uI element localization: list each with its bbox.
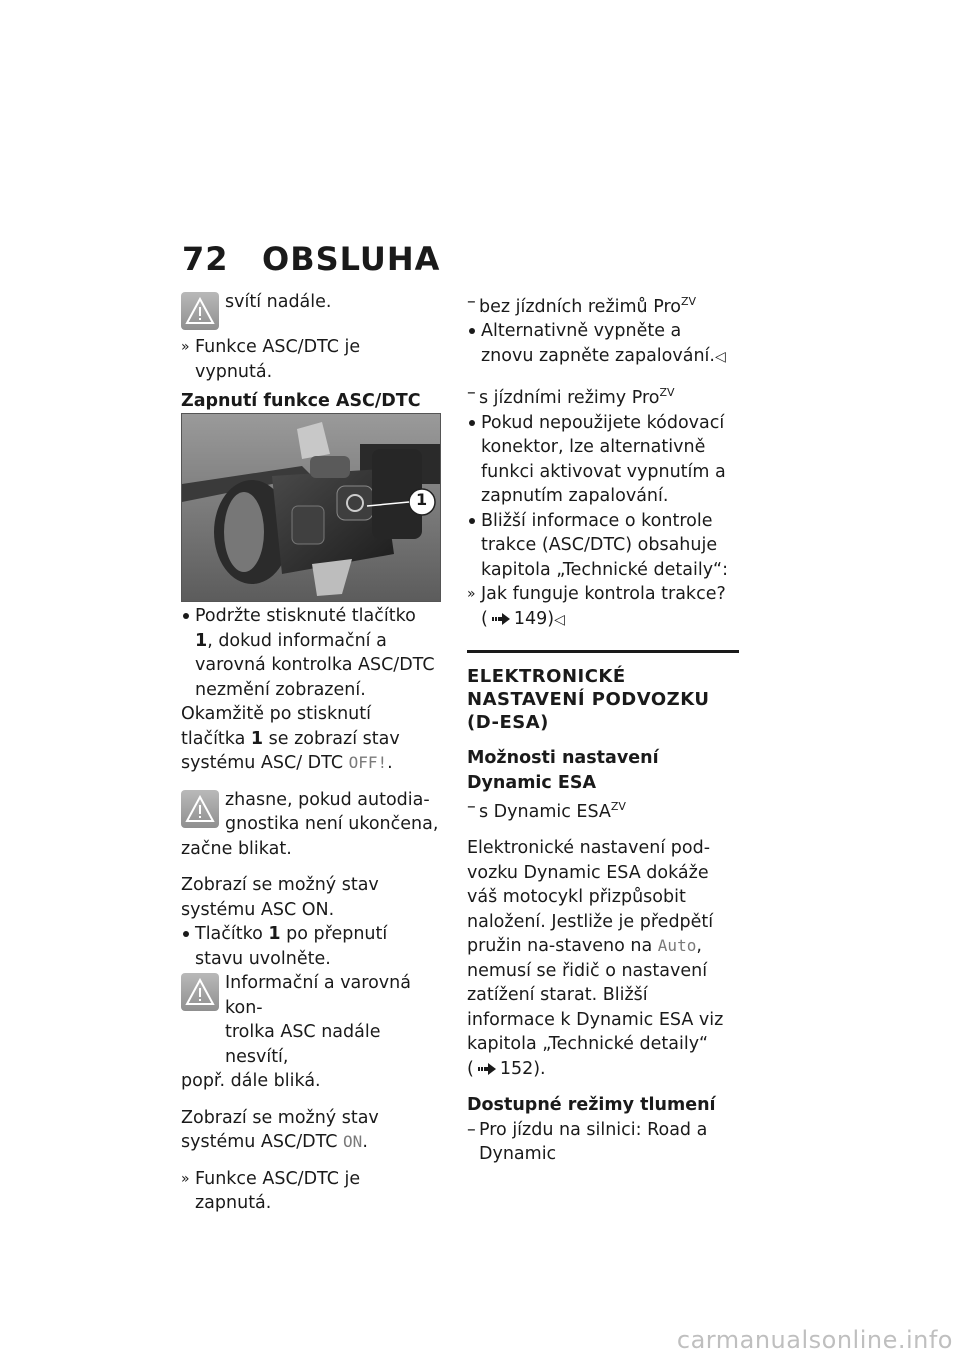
end-triangle-icon: ◁ <box>714 348 726 365</box>
bullet-2: Pokud nepoužijete kódovací konektor, lze alternativně funkci aktivovat vypnutím a zapnutím zapalování. <box>467 411 739 509</box>
bullet-3: Bližší informace o kontrole trakce (ASC/DTC) obsahuje kapitola „Technické detaily“: <box>467 509 739 583</box>
result-line: » Funkce ASC/DTC je vypnutá. <box>181 337 361 382</box>
condition-1: – bez jízdních režimů Pro$^{ZV}$ <box>467 292 697 317</box>
result-line: » Jak funguje kontrola trakce? <box>467 584 726 605</box>
column-left-bottom <box>181 604 439 1216</box>
warning-note-3: Informační a varovná kon- trolka ASC nadále nesvítí, popř. dále bliká. <box>181 973 411 1091</box>
paragraph-3: Zobrazí se možný stav systému ASC/DTC ON. <box>181 1107 379 1152</box>
page-ref-arrow-icon <box>492 613 510 625</box>
warning-note-1 <box>181 290 439 330</box>
warning-text: svítí nadále. <box>225 292 332 312</box>
warning-triangle-icon <box>181 790 219 828</box>
warning-triangle-icon <box>181 292 219 330</box>
column-left-top <box>181 290 439 414</box>
paragraph-desa: Elektronické nastavení pod-vozku Dynamic ESA dokáže váš motocykl přizpůsobit naložení. Jestliže je předpětí pružin na-staveno na Auto, nemusí se řidič o nastavení zatížení starat. Bližší informace k Dynamic ESA viz kapitola „Technické detaily“ ( 152). <box>467 838 724 1079</box>
warning-note-2: zhasne, pokud autodia- gnostika není ukončena, začne blikat. <box>181 789 439 859</box>
paragraph-1: Okamžitě po stisknutí tlačítka 1 se zobrazí stav systému ASC/ DTC OFF!. <box>181 704 400 773</box>
step-1: Podržte stisknuté tlačítko 1, dokud informační a varovná kontrolka ASC/DTC nezmění zobrazení. <box>181 604 439 702</box>
subheading-on: Zapnutí funkce ASC/DTC <box>181 391 421 411</box>
watermark: carmanualsonline.info <box>676 1326 953 1354</box>
result-line: » Funkce ASC/DTC je zapnutá. <box>181 1168 361 1213</box>
end-triangle-icon: ◁ <box>554 611 565 628</box>
section-heading-desa: ELEKTRONICKÉ NASTAVENÍ PODVOZKU (D-ESA) <box>467 650 739 734</box>
section-title: OBSLUHA <box>262 240 441 278</box>
condition-4: – Pro jízdu na silnici: Road a Dynamic <box>467 1119 708 1165</box>
photo-callout-1: 1 <box>416 490 428 509</box>
page-ref-arrow-icon <box>478 1063 496 1075</box>
subheading-options: Možnosti nastavení Dynamic ESA <box>467 748 659 793</box>
page-number: 72 <box>182 240 229 278</box>
paragraph-2: Zobrazí se možný stav systému ASC ON. <box>181 875 379 920</box>
handlebar-switch-photo <box>181 413 441 602</box>
warning-triangle-icon <box>181 973 219 1011</box>
step-2: Tlačítko 1 po přepnutí stavu uvolněte. <box>181 922 439 971</box>
page-reference-1: ( 149)◁ <box>481 608 565 629</box>
condition-3: – s Dynamic $ESA^{ZV}$ <box>467 797 626 822</box>
column-right <box>467 290 739 1167</box>
bullet-1: Alternativně vypněte a znovu zapněte zapalování.◁ <box>467 319 739 369</box>
condition-2: – s jízdními režimy Pro$^{ZV}$ <box>467 383 675 409</box>
subheading-damping: Dostupné režimy tlumení <box>467 1095 716 1116</box>
